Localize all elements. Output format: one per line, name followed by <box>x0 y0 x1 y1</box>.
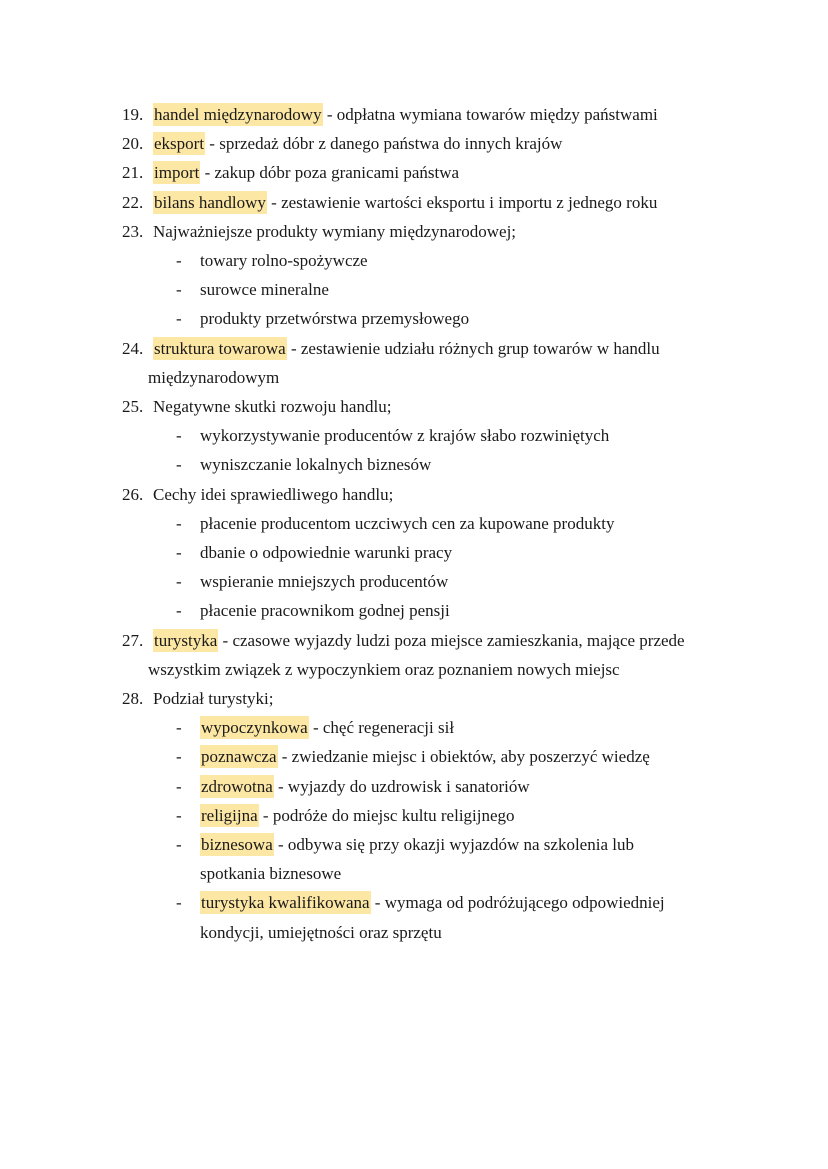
dash-bullet-icon: - <box>176 426 182 446</box>
bullet-item <box>122 509 742 538</box>
bullet-text: - zwiedzanie miejsc i obiektów, aby poszerzyć wiedzę <box>277 747 650 767</box>
bullet-text: dbanie o odpowiednie warunki pracy <box>200 543 453 563</box>
item-text: - odpłatna wymiana towarów między państwami <box>322 105 658 124</box>
bullet-item <box>122 713 742 742</box>
bullet-item <box>122 596 742 625</box>
highlighted-term: biznesowa <box>201 835 273 855</box>
bullet-text: wykorzystywanie producentów z krajów słabo rozwiniętych <box>200 426 610 446</box>
bullet-text: - chęć regeneracji sił <box>308 718 455 738</box>
item-text: Cechy idei sprawiedliwego handlu; <box>153 484 394 504</box>
dash-bullet-icon: - <box>176 280 182 300</box>
item-number: 25. <box>122 397 144 417</box>
dash-bullet-icon: - <box>176 543 182 563</box>
bullet-text: płacenie producentom uczciwych cen za kupowane produkty <box>200 513 615 533</box>
bullet-text: wyniszczanie lokalnych biznesów <box>200 455 432 475</box>
dash-bullet-icon: - <box>176 805 182 825</box>
item-number: 20. <box>122 134 144 154</box>
list-item <box>122 392 742 421</box>
bullet-text: wspieranie mniejszych producentów <box>200 572 449 592</box>
bullet-item <box>122 538 742 567</box>
item-text-continuation: międzynarodowym <box>148 367 280 387</box>
dash-bullet-icon: - <box>176 747 182 767</box>
highlighted-term: zdrowotna <box>201 776 273 796</box>
item-text: - sprzedaż dóbr z danego państwa do innych krajów <box>205 134 563 154</box>
bullet-item <box>122 275 742 304</box>
bullet-text: - wymaga od podróżującego odpowiedniej <box>370 893 665 913</box>
bullet-item <box>122 801 742 830</box>
item-text: - zakup dóbr poza granicami państwa <box>200 163 460 183</box>
dash-bullet-icon: - <box>176 455 182 475</box>
bullet-item <box>122 772 742 801</box>
highlighted-term: turystyka kwalifikowana <box>201 893 370 913</box>
bullet-text: - podróże do miejsc kultu religijnego <box>258 805 515 825</box>
dash-bullet-icon: - <box>176 718 182 738</box>
bullet-text: - odbywa się przy okazji wyjazdów na szkolenia lub <box>273 835 634 855</box>
bullet-text: płacenie pracownikom godnej pensji <box>200 601 450 621</box>
list-item <box>122 684 742 713</box>
list-item <box>122 626 742 655</box>
item-number: 21. <box>122 163 144 183</box>
highlighted-term: turystyka <box>154 630 218 650</box>
bullet-text: towary rolno-spożywcze <box>200 251 368 271</box>
item-number: 27. <box>122 630 144 650</box>
item-text: - zestawienie wartości eksportu i importu z jednego roku <box>266 192 658 212</box>
bullet-text-continuation: kondycji, umiejętności oraz sprzętu <box>200 922 442 942</box>
bullet-item <box>122 421 742 450</box>
list-item <box>122 217 742 246</box>
bullet-item <box>122 742 742 771</box>
highlighted-term: poznawcza <box>201 747 277 767</box>
dash-bullet-icon: - <box>176 776 182 796</box>
dash-bullet-icon: - <box>176 893 182 913</box>
dash-bullet-icon: - <box>176 513 182 533</box>
bullet-item <box>122 304 742 333</box>
item-number: 26. <box>122 484 144 504</box>
bullet-text-continuation: spotkania biznesowe <box>200 864 342 884</box>
dash-bullet-icon: - <box>176 835 182 855</box>
bullet-item <box>122 830 742 859</box>
item-number: 22. <box>122 192 144 212</box>
item-text: Podział turystyki; <box>153 689 274 709</box>
bullet-text: produkty przetwórstwa przemysłowego <box>200 309 470 329</box>
bullet-item <box>122 567 742 596</box>
item-text: Najważniejsze produkty wymiany międzynarodowej; <box>153 221 517 241</box>
bullet-text: surowce mineralne <box>200 280 329 300</box>
item-number: 23. <box>122 221 144 241</box>
item-text: - czasowe wyjazdy ludzi poza miejsce zamieszkania, mające przede <box>218 630 685 650</box>
highlighted-term: wypoczynkowa <box>201 718 308 738</box>
bullet-item <box>122 888 742 917</box>
highlighted-term: religijna <box>201 805 258 825</box>
list-item <box>122 129 742 158</box>
highlighted-term: eksport <box>154 134 205 154</box>
highlighted-term: import <box>154 163 200 183</box>
item-text-continuation: wszystkim związek z wypoczynkiem oraz poznaniem nowych miejsc <box>148 659 620 679</box>
highlighted-term: struktura towarowa <box>154 338 286 358</box>
list-item <box>122 158 742 187</box>
highlighted-term: handel międzynarodowy <box>154 105 322 124</box>
list-item <box>122 334 742 363</box>
item-text: - zestawienie udziału różnych grup towarów w handlu <box>286 338 660 358</box>
list-item <box>122 188 742 217</box>
dash-bullet-icon: - <box>176 309 182 329</box>
bullet-item <box>122 450 742 479</box>
notes-list <box>122 100 742 947</box>
bullet-item <box>122 246 742 275</box>
item-text: Negatywne skutki rozwoju handlu; <box>153 397 392 417</box>
item-number: 28. <box>122 689 144 709</box>
item-number: 19. <box>122 105 144 124</box>
list-item <box>122 100 742 129</box>
dash-bullet-icon: - <box>176 251 182 271</box>
list-item <box>122 480 742 509</box>
item-number: 24. <box>122 338 144 358</box>
bullet-text: - wyjazdy do uzdrowisk i sanatoriów <box>273 776 530 796</box>
dash-bullet-icon: - <box>176 601 182 621</box>
dash-bullet-icon: - <box>176 572 182 592</box>
highlighted-term: bilans handlowy <box>154 192 266 212</box>
